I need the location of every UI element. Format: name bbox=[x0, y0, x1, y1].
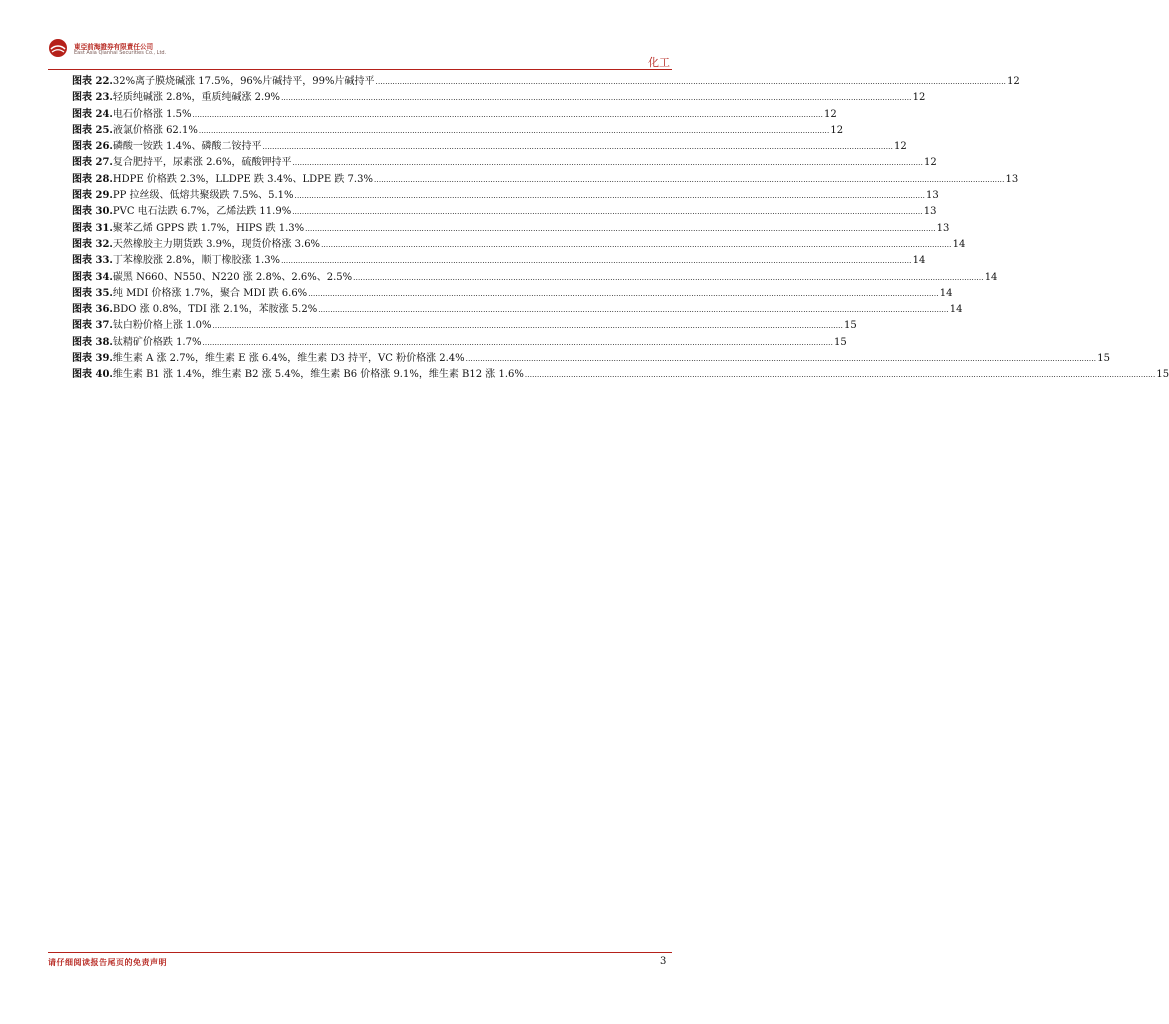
toc-entry-page: 13 bbox=[936, 222, 950, 234]
footer-divider bbox=[48, 952, 672, 953]
toc-leader-dots: .................................................................................................................................................................................................................................................................... bbox=[292, 159, 924, 168]
toc-entry-page: 12 bbox=[1007, 76, 1020, 87]
toc-leader-dots: .................................................................................................................................................................................................................................................................... bbox=[294, 192, 926, 201]
toc-entry[interactable] bbox=[72, 107, 837, 123]
toc-entry-label: 图表 24. bbox=[72, 108, 113, 120]
toc-entry-label: 图表 39. bbox=[72, 353, 113, 365]
toc-entry-page: 15 bbox=[844, 320, 857, 332]
toc-leader-dots: .................................................................................................................................................................................................................................................................... bbox=[192, 110, 824, 119]
toc-entry-page: 13 bbox=[923, 206, 937, 218]
toc-entry-label: 图表 31. bbox=[72, 222, 113, 234]
toc-entry[interactable] bbox=[72, 221, 950, 237]
toc-entry-label: 图表 26. bbox=[72, 141, 113, 153]
toc-entry[interactable] bbox=[72, 155, 937, 171]
toc-entry-label: 图表 25. bbox=[72, 124, 113, 136]
toc-entry-title: BDO 涨 0.8%，TDI 涨 2.1%，苯胺涨 5.2% bbox=[112, 304, 318, 316]
toc-entry[interactable] bbox=[72, 253, 926, 269]
toc-entry[interactable] bbox=[72, 204, 937, 220]
toc-entry-label: 图表 23. bbox=[72, 92, 113, 104]
toc-entry-title: 天然橡胶主力期货跌 3.9%，现货价格涨 3.6% bbox=[112, 238, 321, 250]
toc-entry-page: 15 bbox=[834, 336, 847, 348]
toc-entry-title: 丁苯橡胶涨 2.8%，顺丁橡胶涨 1.3% bbox=[112, 255, 281, 267]
header-divider bbox=[48, 69, 672, 70]
toc-leader-dots: .................................................................................................................................................................................................................................................................... bbox=[262, 143, 894, 152]
toc-entry-label: 图表 36. bbox=[72, 304, 113, 316]
toc-entry-title: 复合肥持平，尿素涨 2.6%，硫酸钾持平 bbox=[112, 157, 292, 169]
toc-leader-dots: .................................................................................................................................................................................................................................................................... bbox=[281, 94, 912, 103]
toc-entry[interactable] bbox=[72, 172, 1019, 188]
toc-entry[interactable] bbox=[72, 270, 998, 286]
toc-entry-label: 图表 35. bbox=[72, 287, 113, 299]
toc-entry-title: 碳黑 N660、N550、N220 涨 2.8%、2.6%、2.5% bbox=[112, 271, 353, 283]
toc-leader-dots: .................................................................................................................................................................................................................................................................... bbox=[281, 257, 912, 266]
toc-leader-dots: .................................................................................................................................................................................................................................................................... bbox=[292, 208, 923, 217]
toc-entry[interactable] bbox=[72, 188, 939, 204]
toc-entry-label: 图表 29. bbox=[72, 190, 113, 202]
toc-entry-label: 图表 34. bbox=[72, 271, 113, 283]
toc-entry-label: 图表 22. bbox=[72, 76, 113, 87]
toc-entry[interactable] bbox=[72, 286, 953, 302]
company-name-en: East Asia Qianhai Securities Co., Ltd. bbox=[74, 50, 167, 56]
toc-leader-dots: .................................................................................................................................................................................................................................................................... bbox=[198, 126, 830, 135]
toc-leader-dots: .................................................................................................................................................................................................................................................................... bbox=[353, 273, 984, 282]
toc-entry-page: 12 bbox=[824, 108, 837, 120]
toc-entry-page: 12 bbox=[924, 157, 937, 169]
toc-entry-label: 图表 30. bbox=[72, 206, 113, 218]
toc-entry-page: 13 bbox=[926, 190, 939, 202]
toc-leader-dots: .................................................................................................................................................................................................................................................................... bbox=[373, 175, 1005, 184]
toc-entry-title: 磷酸一铵跌 1.4%、磷酸二铵持平 bbox=[112, 141, 262, 153]
toc-entry-title: 液氯价格涨 62.1% bbox=[112, 124, 198, 136]
toc-entry-title: 32%离子膜烧碱涨 17.5%，96%片碱持平，99%片碱持平 bbox=[112, 76, 375, 87]
toc-entry-title: 轻质纯碱涨 2.8%，重质纯碱涨 2.9% bbox=[112, 92, 281, 104]
toc-leader-dots: .................................................................................................................................................................................................................................................................... bbox=[465, 355, 1097, 364]
toc-entry[interactable] bbox=[72, 74, 1020, 90]
toc-entry-label: 图表 28. bbox=[72, 173, 113, 185]
toc-entry-title: 聚苯乙烯 GPPS 跌 1.7%，HIPS 跌 1.3% bbox=[112, 222, 305, 234]
toc-entry-page: 14 bbox=[984, 271, 998, 283]
toc-entry-page: 15 bbox=[1097, 353, 1110, 365]
toc-entry-title: 钛白粉价格上涨 1.0% bbox=[112, 320, 212, 332]
section-title: 化工 bbox=[648, 56, 670, 69]
toc-entry-title: 纯 MDI 价格涨 1.7%，聚合 MDI 跌 6.6% bbox=[112, 287, 308, 299]
toc-entry-page: 15 bbox=[1156, 369, 1169, 381]
toc-leader-dots: .................................................................................................................................................................................................................................................................... bbox=[212, 322, 844, 331]
toc-entry-label: 图表 32. bbox=[72, 238, 113, 250]
disclaimer-text: 请仔细阅读报告尾页的免责声明 bbox=[48, 957, 167, 967]
toc-entry[interactable] bbox=[72, 367, 1169, 383]
toc-entry-title: PVC 电石法跌 6.7%，乙烯法跌 11.9% bbox=[112, 206, 292, 218]
toc-entry-title: 维生素 B1 涨 1.4%，维生素 B2 涨 5.4%，维生素 B6 价格涨 9.1%，维生素 B12 涨 1.6% bbox=[112, 369, 524, 381]
toc-entry[interactable] bbox=[72, 123, 844, 139]
toc-leader-dots: .................................................................................................................................................................................................................................................................... bbox=[375, 78, 1007, 86]
toc-entry-title: PP 拉丝级、低熔共聚级跌 7.5%、5.1% bbox=[112, 190, 294, 202]
toc-entry-page: 12 bbox=[894, 141, 907, 153]
toc-leader-dots: .................................................................................................................................................................................................................................................................... bbox=[305, 224, 936, 233]
toc-leader-dots: .................................................................................................................................................................................................................................................................... bbox=[524, 371, 1156, 380]
toc-entry-title: HDPE 价格跌 2.3%，LLDPE 跌 3.4%、LDPE 跌 7.3% bbox=[112, 173, 373, 185]
toc-entry-label: 图表 27. bbox=[72, 157, 113, 169]
company-logo-icon bbox=[48, 38, 68, 58]
toc-entry-page: 13 bbox=[1005, 173, 1019, 185]
toc-entry[interactable] bbox=[72, 139, 907, 155]
toc-entry-page: 14 bbox=[952, 238, 966, 250]
toc-entry-label: 图表 40. bbox=[72, 369, 113, 381]
toc-entry-page: 14 bbox=[912, 255, 926, 267]
toc-entry-label: 图表 37. bbox=[72, 320, 113, 332]
toc-leader-dots: .................................................................................................................................................................................................................................................................... bbox=[202, 338, 834, 347]
toc-entry[interactable] bbox=[72, 335, 847, 351]
toc-entry-page: 12 bbox=[912, 92, 926, 104]
page-header bbox=[48, 38, 676, 70]
toc-leader-dots: .................................................................................................................................................................................................................................................................... bbox=[308, 289, 939, 298]
toc-entry[interactable] bbox=[72, 318, 857, 334]
toc-entry[interactable] bbox=[72, 351, 1110, 367]
toc-entry-page: 12 bbox=[830, 124, 844, 136]
toc-entry-label: 图表 33. bbox=[72, 255, 113, 267]
toc-entry[interactable] bbox=[72, 302, 963, 318]
toc-leader-dots: .................................................................................................................................................................................................................................................................... bbox=[321, 240, 952, 249]
toc-leader-dots: .................................................................................................................................................................................................................................................................... bbox=[318, 306, 949, 315]
toc-entry-title: 电石价格涨 1.5% bbox=[112, 108, 192, 120]
company-name-cn: 東亞前海證券有限責任公司 bbox=[74, 43, 154, 51]
toc-entry-page: 14 bbox=[939, 287, 953, 299]
toc-entry-label: 图表 38. bbox=[72, 336, 113, 348]
figure-list bbox=[72, 74, 1169, 384]
toc-entry-title: 钛精矿价格跌 1.7% bbox=[112, 336, 202, 348]
toc-entry-title: 维生素 A 涨 2.7%，维生素 E 涨 6.4%，维生素 D3 持平，VC 粉价格涨 2.4% bbox=[112, 353, 465, 365]
toc-entry-page: 14 bbox=[949, 304, 963, 316]
toc-entry[interactable] bbox=[72, 90, 926, 106]
toc-entry[interactable] bbox=[72, 237, 966, 253]
page-number: 3 bbox=[660, 956, 667, 967]
